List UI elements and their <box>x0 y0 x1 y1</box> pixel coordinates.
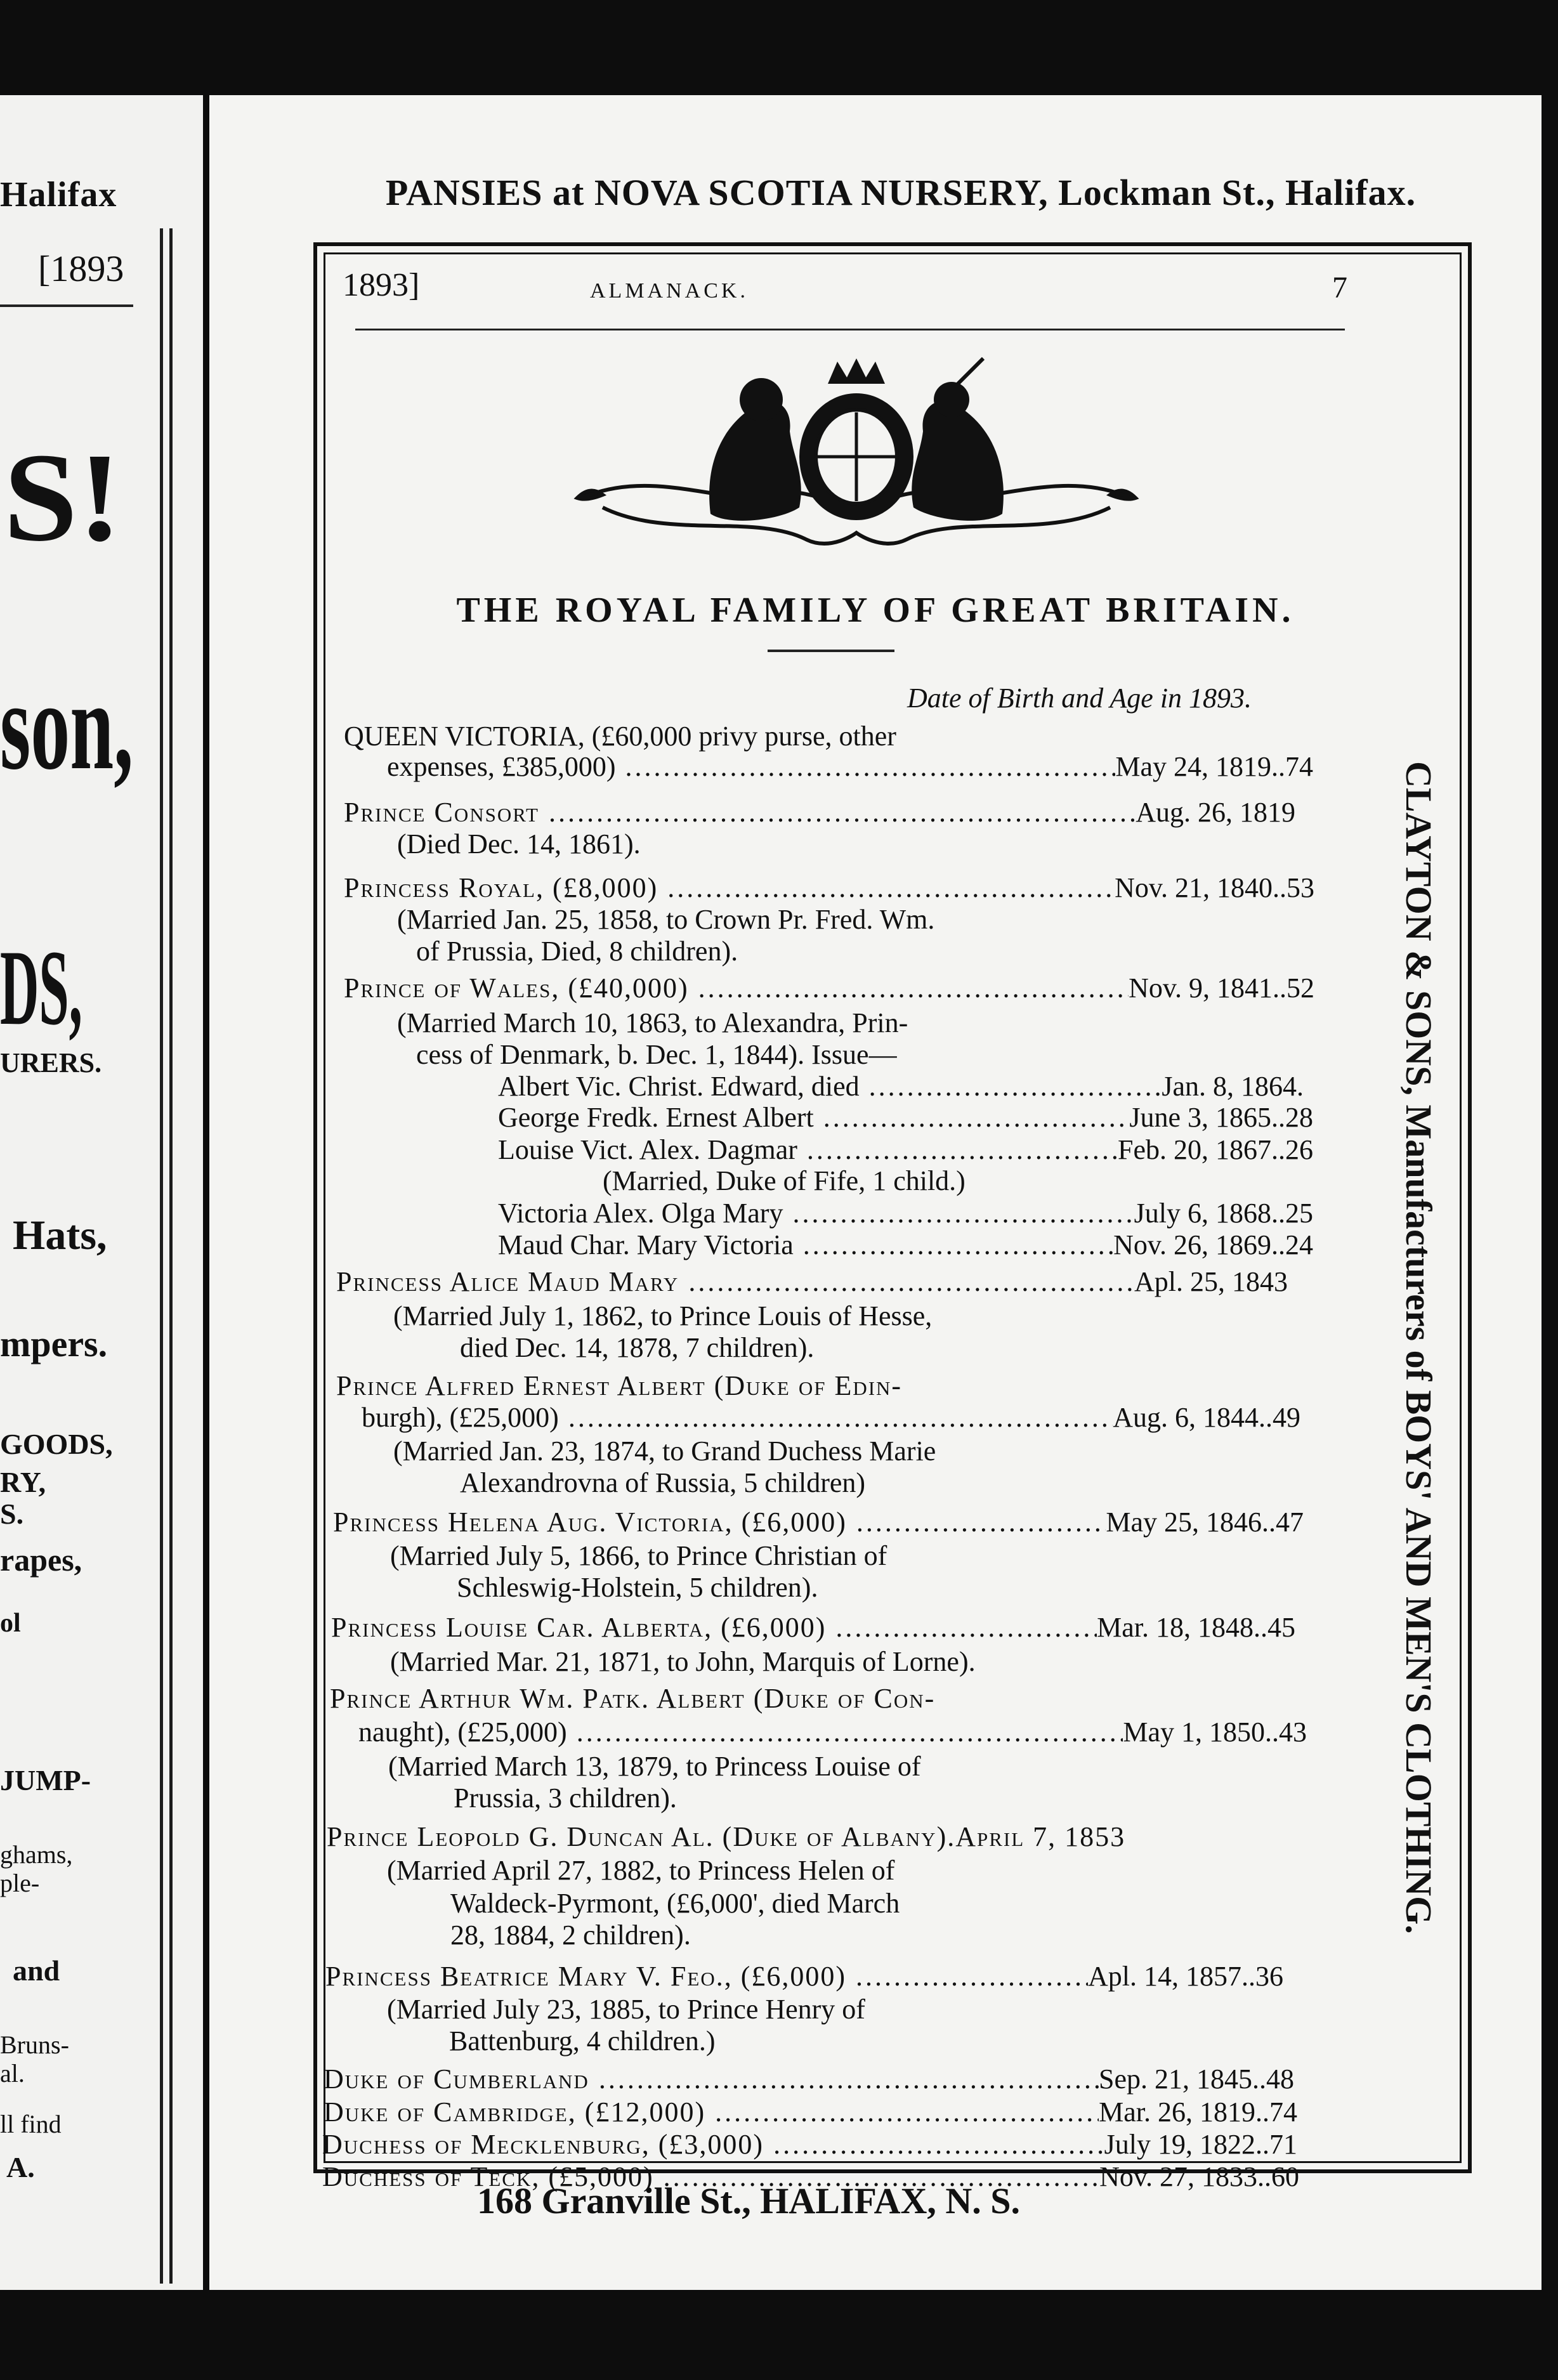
list-item-george <box>498 1100 1313 1135</box>
list-item-alfred <box>336 1368 902 1404</box>
left-fragment-ry: RY, <box>0 1466 46 1498</box>
list-item-leopold <box>327 1819 1125 1855</box>
left-fragment-ple: ple- <box>0 1869 40 1897</box>
left-year: [1893 <box>38 248 124 289</box>
left-facing-page <box>0 95 203 2290</box>
entry-text: Albert Vic. Christ. Edward, died ..... <box>498 1069 1162 1104</box>
list-item-arthur-note <box>454 1781 677 1816</box>
entry-date: May 25, 1846..47 <box>1106 1507 1304 1538</box>
entry-date: July 19, 1822..71 <box>1104 2129 1297 2160</box>
list-item-louise-note <box>390 1644 976 1680</box>
entry-text: Prince Leopold G. Duncan Al. (Duke of Albany).April 7, 1853 <box>327 1821 1126 1852</box>
entry-text: Duchess of Teck, (£5,000) ..... <box>322 2159 1099 2195</box>
entry-date: Apl. 25, 1843 <box>1134 1266 1288 1297</box>
left-fragment-exclaim: S! <box>3 428 122 568</box>
list-item-victoria-olga <box>498 1196 1313 1231</box>
entry-date: Nov. 26, 1869..24 <box>1113 1229 1313 1260</box>
list-item-alfred-cont <box>362 1400 1300 1435</box>
entry-date: May 24, 1819..74 <box>1115 751 1313 782</box>
entry-text: cess of Denmark, b. Dec. 1, 1844). Issue— <box>416 1039 897 1070</box>
entry-text: (Married March 13, 1879, to Princess Louise of <box>388 1751 921 1782</box>
side-advertisement: CLAYTON & SONS, Manufacturers of BOYS' AND MEN'S CLOTHING. <box>1398 761 1439 1934</box>
list-item-beatrice-note <box>449 2024 716 2059</box>
list-item-louise <box>331 1610 1295 1645</box>
entry-text: Prince Alfred Ernest Albert (Duke of Edin- <box>336 1370 903 1401</box>
list-item-victoria-cont <box>387 749 1313 785</box>
list-item-helena-note <box>457 1570 818 1605</box>
entry-text: 28, 1884, 2 children). <box>450 1919 691 1951</box>
entry-text: Duchess of Mecklenburg, (£3,000) ..... <box>322 2127 1104 2162</box>
entry-date: Mar. 26, 1819..74 <box>1099 2096 1297 2128</box>
entry-text: Princess Alice Maud Mary ..... <box>336 1264 1134 1300</box>
entry-text: Battenburg, 4 children.) <box>449 2025 716 2056</box>
entry-text: Alexandrovna of Russia, 5 children) <box>460 1467 866 1498</box>
left-fragment-bruns: Bruns- <box>0 2030 69 2059</box>
list-item-alfred-note <box>460 1465 865 1501</box>
list-item-princess-royal <box>344 870 1314 906</box>
entry-text: (Married July 1, 1862, to Prince Louis of Hesse, <box>393 1300 933 1331</box>
list-item-mecklenburg <box>322 2127 1297 2162</box>
list-item-consort <box>344 795 1295 830</box>
list-item-arthur <box>330 1681 935 1716</box>
left-fragment-goods: GOODS, <box>0 1428 113 1460</box>
top-banner: PANSIES at NOVA SCOTIA NURSERY, Lockman St., Halifax. <box>385 172 1417 213</box>
left-fragment-al: al. <box>0 2059 25 2088</box>
folio-year: 1893] <box>343 267 420 303</box>
list-item-leopold-note <box>450 1918 691 1953</box>
entry-text: (Married April 27, 1882, to Princess Helen of <box>387 1855 895 1886</box>
list-item-alice-note <box>393 1298 932 1334</box>
entry-text: died Dec. 14, 1878, 7 children). <box>460 1332 815 1363</box>
royal-family-list <box>209 95 1542 2290</box>
entry-date: Mar. 18, 1848..45 <box>1097 1612 1295 1643</box>
list-item-leopold-note <box>450 1886 900 1921</box>
list-item-leopold-note <box>387 1853 894 1888</box>
list-item-cumberland <box>324 2062 1294 2097</box>
left-fragment-ghams: ghams, <box>0 1840 73 1869</box>
entry-text: Prussia, 3 children). <box>454 1782 677 1814</box>
entry-text: George Fredk. Ernest Albert ..... <box>498 1100 1129 1135</box>
entry-text: Waldeck-Pyrmont, (£6,000', died March <box>450 1888 900 1919</box>
entry-text: (Married March 10, 1863, to Alexandra, Prin- <box>397 1007 908 1038</box>
entry-text: Schleswig-Holstein, 5 children). <box>457 1572 818 1603</box>
list-item-louise-dagmar <box>498 1132 1313 1168</box>
entry-text: Princess Beatrice Mary V. Feo., (£6,000) ..... <box>325 1959 1088 1994</box>
list-item-helena <box>333 1505 1304 1540</box>
entry-text: Maud Char. Mary Victoria ..... <box>498 1227 1113 1263</box>
list-item-beatrice <box>325 1959 1283 1994</box>
entry-date: Nov. 9, 1841..52 <box>1129 972 1314 1004</box>
left-fragment-a: A. <box>6 2151 35 2183</box>
list-item-louise-dagmar-note <box>603 1163 966 1199</box>
entry-text: (Died Dec. 14, 1861). <box>397 828 641 860</box>
entry-text: (Married Jan. 23, 1874, to Grand Duchess Marie <box>393 1435 936 1467</box>
entry-text: Prince of Wales, (£40,000) ..... <box>344 971 1129 1006</box>
list-item-princess-royal-note <box>416 934 738 969</box>
entry-text: Prince Arthur Wm. Patk. Albert (Duke of Con- <box>330 1683 936 1714</box>
entry-text: Princess Royal, (£8,000) ..... <box>344 870 1115 906</box>
entry-text: Princess Louise Car. Alberta, (£6,000) ..... <box>331 1610 1097 1645</box>
list-item-alice-note <box>460 1330 814 1366</box>
entry-date: Aug. 6, 1844..49 <box>1113 1402 1300 1433</box>
list-item-consort-note <box>397 827 641 862</box>
entry-text: Louise Vict. Alex. Dagmar ..... <box>498 1132 1118 1168</box>
royal-family-heading: THE ROYAL FAMILY OF GREAT BRITAIN. <box>456 591 1295 630</box>
list-item-alfred-note <box>393 1434 936 1469</box>
entry-text: (Married July 23, 1885, to Prince Henry of <box>387 1994 865 2025</box>
entry-text: expenses, £385,000) ..... <box>387 749 1115 785</box>
left-fragment-ds: DS, <box>0 928 82 1047</box>
entry-text: QUEEN VICTORIA, (£60,000 privy purse, other <box>344 721 896 752</box>
entry-date: June 3, 1865..28 <box>1129 1102 1313 1133</box>
entry-text: (Married Mar. 21, 1871, to John, Marquis of Lorne). <box>390 1646 976 1677</box>
entry-date: July 6, 1868..25 <box>1134 1198 1313 1229</box>
almanack-page <box>209 95 1542 2290</box>
entry-text: burgh), (£25,000) ..... <box>362 1400 1113 1435</box>
entry-text: Duke of Cumberland ..... <box>324 2062 1099 2097</box>
list-item-alice <box>336 1264 1288 1300</box>
entry-text: naught), (£25,000) ..... <box>358 1715 1123 1750</box>
list-item-beatrice-note <box>387 1992 865 2027</box>
left-fragment-mpers: mpers. <box>0 1323 108 1364</box>
entry-date: May 1, 1850..43 <box>1123 1716 1307 1748</box>
left-fragment-find: ll find <box>0 2110 62 2138</box>
entry-text: (Married Jan. 25, 1858, to Crown Pr. Fred. Wm. <box>397 904 935 935</box>
entry-text: Duke of Cambridge, (£12,000) ..... <box>324 2095 1099 2130</box>
list-item-albert-victor <box>498 1069 1304 1104</box>
column-note: Date of Birth and Age in 1893. <box>907 683 1252 714</box>
left-fragment-urers: URERS. <box>0 1047 102 1078</box>
entry-text: Prince Consort ..... <box>344 795 1136 830</box>
entry-date: Jan. 8, 1864. <box>1162 1071 1304 1102</box>
left-fragment-rapes: rapes, <box>0 1542 82 1578</box>
left-header: Halifax <box>0 175 117 214</box>
list-item-prince-of-wales-note <box>397 1005 908 1041</box>
entry-date: Nov. 27, 1833..60 <box>1099 2161 1299 2192</box>
folio-title: ALMANACK. <box>590 279 749 303</box>
list-item-maud <box>498 1227 1313 1263</box>
left-fragment-ol: ol <box>0 1609 21 1638</box>
list-item-arthur-cont <box>358 1715 1307 1750</box>
entry-text: (Married, Duke of Fife, 1 child.) <box>603 1165 966 1196</box>
list-item-prince-of-wales-note <box>416 1037 897 1073</box>
list-item-helena-note <box>390 1538 887 1574</box>
entry-date: Aug. 26, 1819 <box>1136 797 1295 828</box>
entry-text: Princess Helena Aug. Victoria, (£6,000) ..... <box>333 1505 1106 1540</box>
entry-date: Nov. 21, 1840..53 <box>1115 872 1314 903</box>
left-fragment-and: and <box>13 1954 60 1987</box>
left-rule <box>0 304 133 307</box>
entry-text: Victoria Alex. Olga Mary ..... <box>498 1196 1134 1231</box>
left-fragment-s: S. <box>0 1498 24 1530</box>
bottom-address: 168 Granville St., HALIFAX, N. S. <box>476 2180 1021 2221</box>
folio-page-number: 7 <box>1332 271 1347 304</box>
list-item-princess-royal-note <box>397 902 934 938</box>
entry-date: Sep. 21, 1845..48 <box>1099 2063 1294 2095</box>
entry-text: (Married July 5, 1866, to Prince Christian of <box>390 1540 887 1571</box>
left-fragment-son: son, <box>0 656 134 796</box>
entry-date: Feb. 20, 1867..26 <box>1118 1134 1313 1165</box>
left-fragment-jump: JUMP- <box>0 1764 91 1796</box>
list-item-prince-of-wales <box>344 971 1314 1006</box>
left-fragment-hats: Hats, <box>13 1212 107 1259</box>
left-frame-border <box>160 228 173 2284</box>
list-item-arthur-note <box>388 1749 920 1784</box>
entry-text: of Prussia, Died, 8 children). <box>416 936 738 967</box>
entry-date: Apl. 14, 1857..36 <box>1088 1961 1283 1992</box>
list-item-cambridge <box>324 2095 1297 2130</box>
